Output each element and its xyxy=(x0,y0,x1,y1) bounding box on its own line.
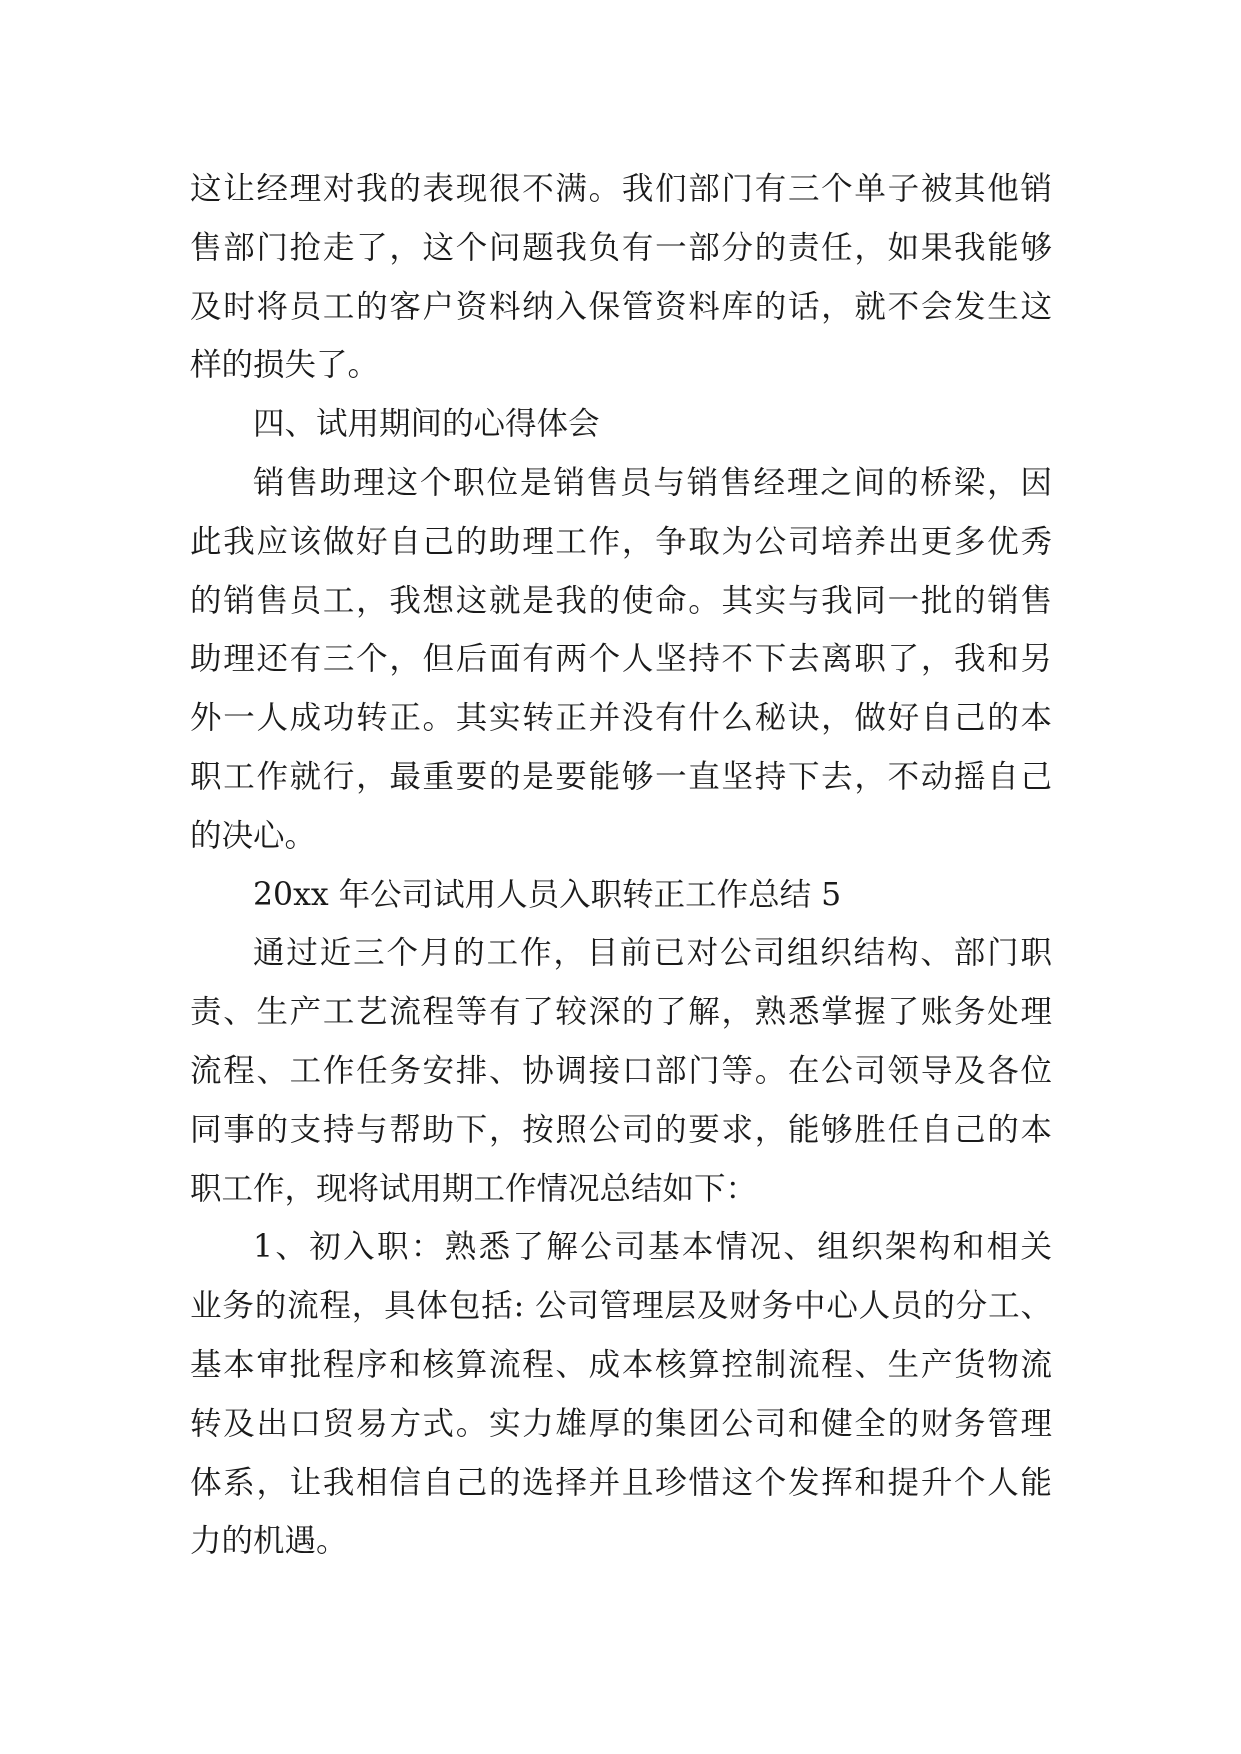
text-line: 助理还有三个，但后面有两个人坚持不下去离职了，我和另 xyxy=(190,641,1052,678)
text-line: 基本审批程序和核算流程、成本核算控制流程、生产货物流 xyxy=(190,1346,1052,1383)
text-line: 同事的支持与帮助下，按照公司的要求，能够胜任自己的本 xyxy=(190,1111,1052,1148)
text-line: 此我应该做好自己的助理工作，争取为公司培养出更多优秀 xyxy=(190,523,1052,560)
text-line: 及时将员工的客户资料纳入保管资料库的话，就不会发生这 xyxy=(190,288,1052,325)
text-line: 的销售员工，我想这就是我的使命。其实与我同一批的销售 xyxy=(190,582,1052,619)
text-line: 责、生产工艺流程等有了较深的了解，熟悉掌握了账务处理 xyxy=(190,994,1052,1031)
text-line: 样的损失了。 xyxy=(190,347,380,384)
text-line: 1、初入职：熟悉了解公司基本情况、组织架构和相关 xyxy=(253,1229,1052,1266)
text-line: 流程、工作任务安排、协调接口部门等。在公司领导及各位 xyxy=(190,1052,1052,1089)
text-line: 力的机遇。 xyxy=(190,1523,348,1560)
text-line: 体系，让我相信自己的选择并且珍惜这个发挥和提升个人能 xyxy=(190,1464,1052,1501)
text-line: 外一人成功转正。其实转正并没有什么秘诀，做好自己的本 xyxy=(190,700,1052,737)
text-line: 售部门抢走了，这个问题我负有一部分的责任，如果我能够 xyxy=(190,229,1052,266)
document-body xyxy=(190,160,1052,1571)
text-line: 职工作，现将试用期工作情况总结如下： xyxy=(190,1170,758,1207)
text-line: 20xx 年公司试用人员入职转正工作总结 5 xyxy=(253,876,842,913)
text-line: 通过近三个月的工作，目前已对公司组织结构、部门职 xyxy=(253,935,1052,972)
text-line: 职工作就行，最重要的是要能够一直坚持下去，不动摇自己 xyxy=(190,758,1052,795)
text-line: 销售助理这个职位是销售员与销售经理之间的桥梁，因 xyxy=(253,464,1052,501)
text-line: 业务的流程，具体包括: 公司管理层及财务中心人员的分工、 xyxy=(190,1288,1052,1325)
text-line: 四、试用期间的心得体会 xyxy=(253,406,600,443)
text-line: 转及出口贸易方式。实力雄厚的集团公司和健全的财务管理 xyxy=(190,1405,1052,1442)
text-line: 这让经理对我的表现很不满。我们部门有三个单子被其他销 xyxy=(190,171,1052,207)
text-line: 的决心。 xyxy=(190,817,317,854)
